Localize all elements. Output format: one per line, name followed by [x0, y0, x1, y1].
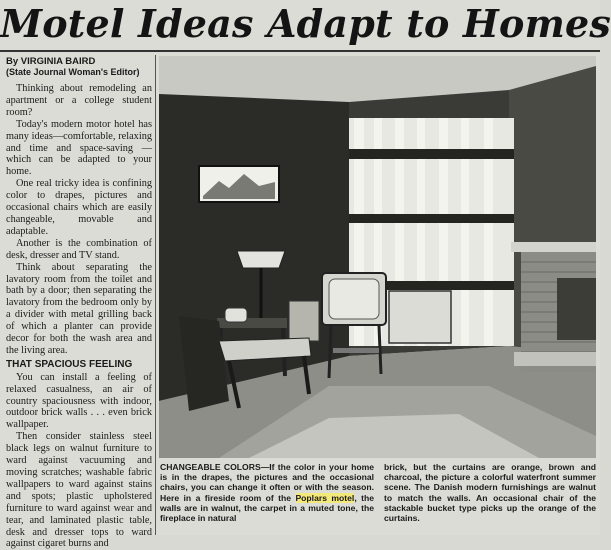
photo-caption	[160, 462, 596, 535]
paragraph: Another is the combination of desk, dresser and TV stand.	[6, 237, 152, 261]
paragraph: Thinking about remodeling an apartment or a college student room?	[6, 83, 152, 118]
article-column	[6, 56, 152, 550]
paragraph: Think about separating the lavatory room from the toilet and bath by a door; then separating the lavatory from the bedroom only by a divider with metal grilling back of which a planter can provide decor for both the wash area and the living area.	[6, 261, 152, 356]
paragraph: Today's modern motor hotel has many ideas—comfortable, relaxing and time and space-saving — which can be adapted to your home.	[6, 118, 152, 178]
subhead: THAT SPACIOUS FEELING	[6, 358, 133, 370]
caption-lead: CHANGEABLE COLORS	[160, 462, 261, 472]
headline: Motel Ideas Adapt to Homes	[0, 1, 611, 46]
column-rule	[155, 55, 156, 535]
paragraph: One real tricky idea is confining color to drapes, pictures and occasional chairs which are easily changeable, movable and adaptable.	[6, 178, 152, 237]
paragraph: Then consider stainless steel black legs on walnut furniture to ward against vacuuming and moving scratches; washable fabric wallpapers to ward against stains and spots; plastic upholstered furniture to ward against wear and tear, and laminated plastic table, desk and dresser tops to ward against cigaret burns and	[6, 431, 152, 550]
caption-column-2: brick, but the curtains are orange, brown and charcoal, the picture a colorful waterfront summer scene. The Danish modern furnishings are walnut to match the walls. An occasional chair of the stackable bucket type picks up the orange of the curtains.	[384, 462, 596, 524]
caption-text-1: —If the color in your home is in the drapes, the pictures and the occasional chairs, you can change it often or with the season. Here in a fireside room of the	[160, 462, 374, 503]
byline-title: (State Journal Woman's Editor)	[6, 67, 140, 77]
caption-text-2: , the walls are in walnut, the carpet in a muted tone, the fireplace in natural	[160, 492, 374, 524]
byline: By VIRGINIA BAIRD	[6, 56, 96, 67]
headline-rule	[0, 50, 600, 52]
caption-column-1	[160, 462, 374, 535]
highlight-poplars-motel: Poplars motel	[295, 492, 355, 503]
paragraph: You can install a feeling of relaxed casualness, an air of country spaciousness with indoor, outdoor brick walls . . . even brick wallpaper.	[6, 371, 152, 431]
motel-room-photo	[159, 56, 596, 458]
photo-illustration	[159, 56, 596, 458]
